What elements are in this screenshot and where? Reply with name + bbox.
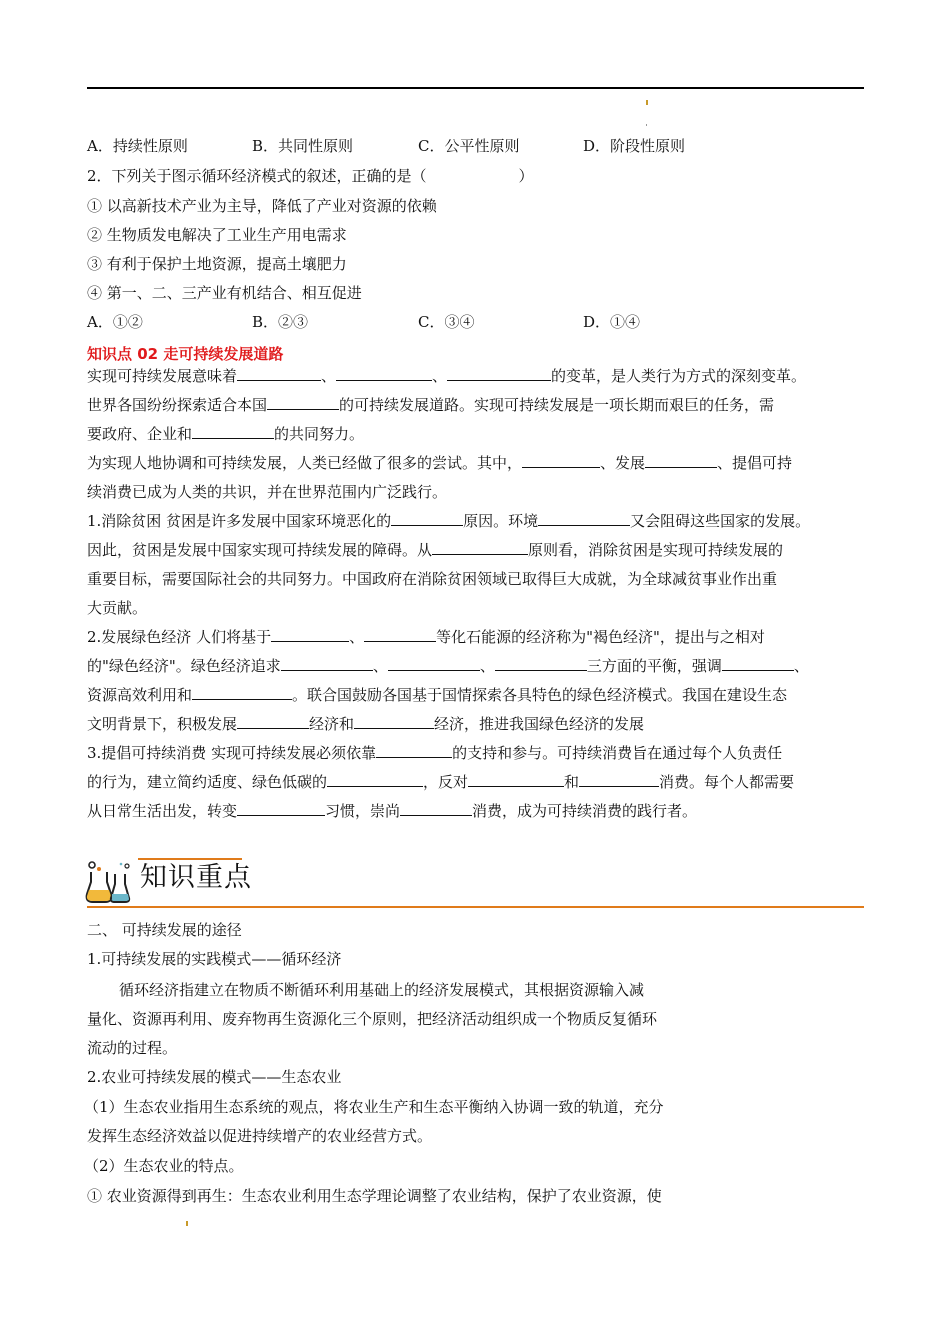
blank[interactable] [281,656,373,671]
blank[interactable] [192,424,274,439]
kp02-line-12: 资源高效利用和 。联合国鼓励各国基于国情探索各具特色的绿色经济模式。我国在建设生态 [87,686,788,704]
kp02-line-1: 实现可持续发展意味着 、 、 的变革，是人类行为方式的深刻变革。 [87,367,807,385]
kp02-line-7: 因此，贫困是发展中国家实现可持续发展的障碍。从 原则看，消除贫困是实现可持续发展的 [87,541,784,559]
q1-option-c: C．公平性原则 [418,137,520,155]
q1-option-d: D．阶段性原则 [583,137,686,155]
blank[interactable] [192,685,292,700]
kp02-line-14: 3.提倡可持续消费 实现可持续发展必须依靠 的支持和参与。可持续消费旨在通过每个人负责任 [87,744,783,762]
kp02-line-3: 要政府、企业和 的共同努力。 [87,425,365,443]
header-rule [87,87,864,89]
blank[interactable] [391,511,463,526]
q2-stem [87,166,534,186]
kp-paragraph-4: ① 农业资源得到再生：生态农业利用生态学理论调整了农业结构，保护了农业资源，使 [87,1187,662,1205]
blank[interactable] [579,772,659,787]
blank[interactable] [400,801,472,816]
kp02-line-2: 世界各国纷纷探索适合本国 的可持续发展道路。实现可持续发展是一项长期而艰巨的任务，需 [87,396,775,414]
blank[interactable] [271,627,349,642]
page-mark-bottom [186,1221,188,1226]
kp-paragraph-3: （2）生态农业的特点。 [84,1157,244,1175]
blank[interactable] [645,453,717,468]
blank[interactable] [538,511,630,526]
kp02-line-4: 为实现人地协调和可持续发展，人类已经做了很多的尝试。其中， 、发展 、提倡可持 [87,454,793,472]
kp-paragraph-2a: （1）生态农业指用生态系统的观点，将农业生产和生态平衡纳入协调一致的轨道，充分 [84,1098,664,1116]
kp02-line-15: 的行为，建立简约适度、绿色低碳的 ，反对 和 消费。每个人都需要 [87,773,795,791]
kp02-line-8: 重要目标，需要国际社会的共同努力。中国政府在消除贫困领域已取得巨大成就，为全球减贫事业作出重 [87,570,778,588]
page-mark [646,100,648,105]
blank[interactable] [336,366,432,381]
blank[interactable] [495,656,587,671]
q2-item-4: ④ 第一、二、三产业有机结合、相互促进 [87,284,362,302]
kp02-line-16: 从日常生活出发，转变 习惯，崇尚 消费，成为可持续消费的践行者。 [87,802,698,820]
q2-item-1: ① 以高新技术产业为主导，降低了产业对资源的依赖 [87,197,437,215]
kp-paragraph-1c: 流动的过程。 [87,1039,178,1057]
q1-option-a: A．持续性原则 [87,137,188,155]
blank[interactable] [468,772,564,787]
kp02-title: 知识点 02 走可持续发展道路 [87,345,284,363]
blank[interactable] [432,540,528,555]
kp-subheading-2: 2.农业可持续发展的模式——生态农业 [87,1068,342,1086]
flask-icon [85,860,133,906]
blank[interactable] [354,714,434,729]
kp02-line-11: 的"绿色经济"。绿色经济追求 、 、 三方面的平衡，强调 、 [87,657,809,675]
blank[interactable] [447,366,551,381]
kp02-line-10: 2.发展绿色经济 人们将基于 、 等化石能源的经济称为"褐色经济"，提出与之相对 [87,628,765,646]
q2-item-2: ② 生物质发电解决了工业生产用电需求 [87,226,347,244]
q2-stem-text: 2．下列关于图示循环经济模式的叙述，正确的是（ [87,167,427,185]
page-mark-dot [646,124,647,126]
blank[interactable] [522,453,600,468]
blank[interactable] [327,772,423,787]
kp02-line-9: 大贡献。 [87,599,148,617]
kp02-line-13: 文明背景下，积极发展 经济和 经济，推进我国绿色经济的发展 [87,715,645,733]
kp02-line-6: 1.消除贫困 贫困是许多发展中国家环境恶化的 原因。环境 又会阻碍这些国家的发展。 [87,512,811,530]
blank[interactable] [237,801,325,816]
q1-option-b: B．共同性原则 [252,137,354,155]
kp02-line-5: 续消费已成为人类的共识，并在世界范围内广泛践行。 [87,483,448,501]
q2-option-b: B．②③ [252,313,309,331]
section-header-rule [87,906,864,908]
kp-paragraph-1b: 量化、资源再利用、废弃物再生资源化三个原则，把经济活动组织成一个物质反复循环 [87,1010,658,1028]
section-header-title: 知识重点 [140,862,252,893]
blank[interactable] [237,714,309,729]
blank[interactable] [722,656,794,671]
blank[interactable] [237,366,321,381]
blank[interactable] [267,395,339,410]
q2-option-d: D．①④ [583,313,641,331]
q2-close-paren: ） [518,167,534,185]
blank[interactable] [388,656,480,671]
kp-paragraph-1a: 循环经济指建立在物质不断循环利用基础上的经济发展模式，其根据资源输入减 [119,981,645,999]
blank[interactable] [376,743,452,758]
kp-heading: 二、 可持续发展的途径 [87,921,242,939]
q2-option-a: A．①② [87,313,143,331]
q2-item-3: ③ 有利于保护土地资源，提高土壤肥力 [87,255,347,273]
blank[interactable] [364,627,436,642]
q2-option-c: C．③④ [418,313,475,331]
kp-subheading-1: 1.可持续发展的实践模式——循环经济 [87,950,342,968]
kp-paragraph-2b: 发挥生态经济效益以促进持续增产的农业经营方式。 [87,1127,433,1145]
